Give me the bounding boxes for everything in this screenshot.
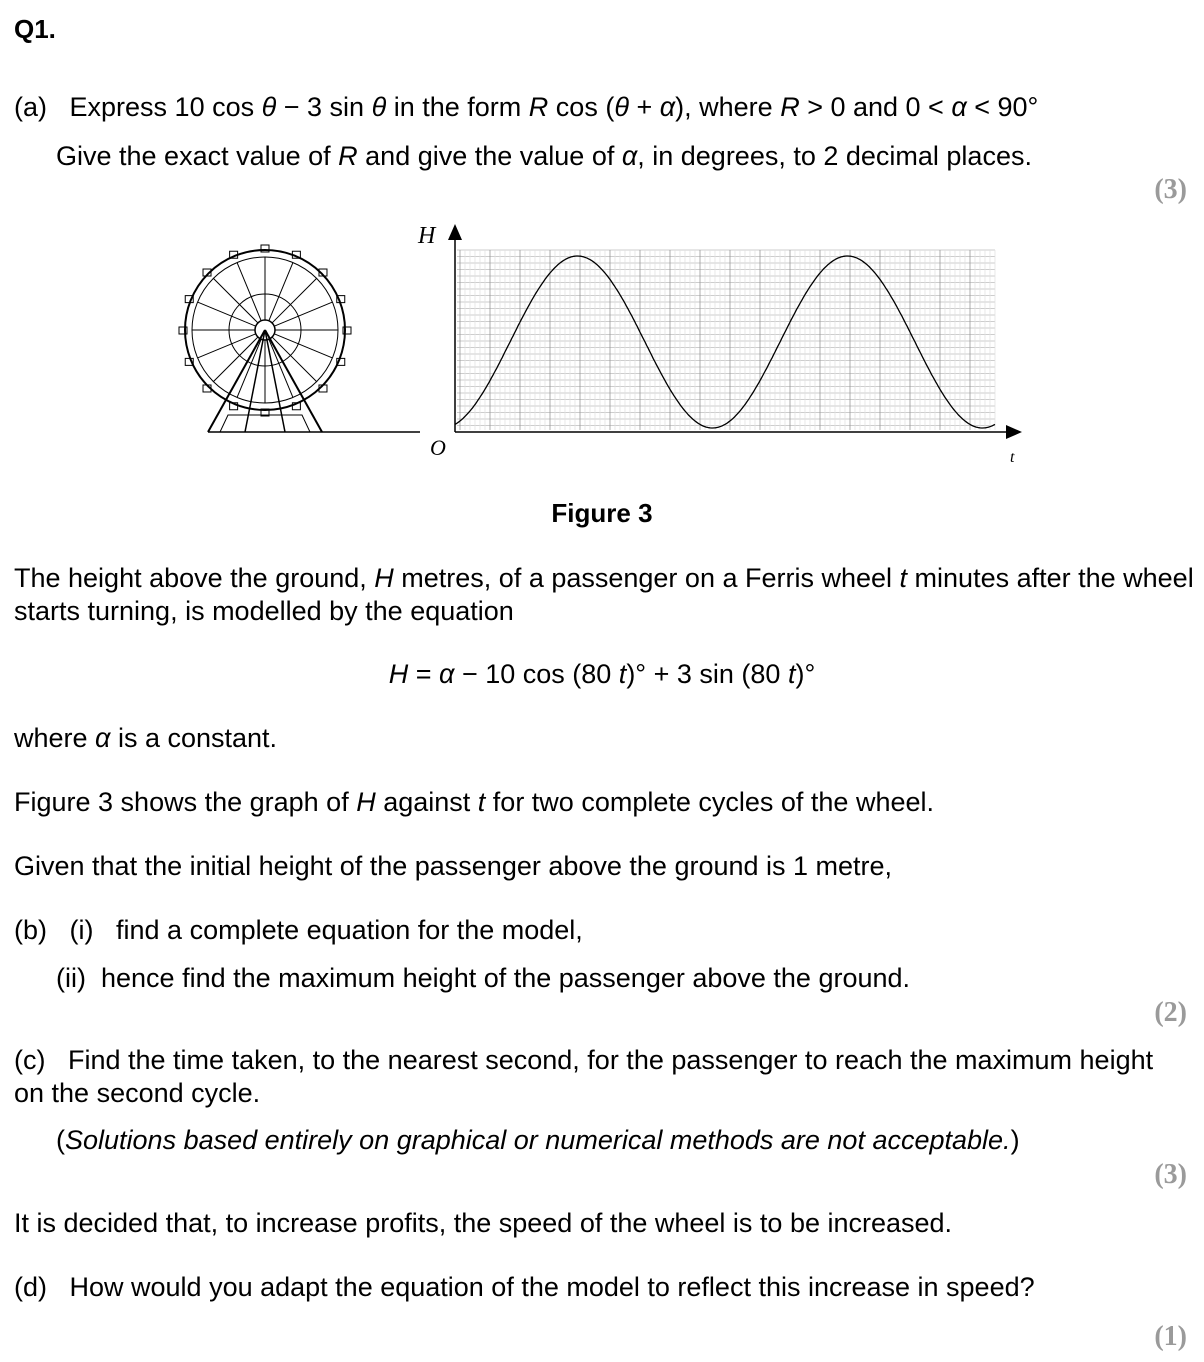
text: θ (371, 92, 387, 122)
part-a-marks: (3) (1154, 174, 1187, 205)
text: α (439, 659, 455, 689)
text: and give the value of (357, 141, 622, 171)
wheel-spoke (198, 302, 256, 326)
wheel-spoke (213, 337, 258, 382)
intro-paragraph (14, 562, 1194, 628)
ferris-wheel-illustration (179, 245, 420, 432)
text: H (374, 563, 394, 593)
x-axis-label: t (1010, 449, 1015, 466)
figure-description (14, 787, 934, 818)
text: H (356, 787, 376, 817)
text: metres, of a passenger on a Ferris wheel (393, 563, 900, 593)
wheel-spoke (272, 278, 317, 323)
text: , in degrees, to 2 decimal places. (637, 141, 1032, 171)
speed-line: It is decided that, to increase profits, the speed of the wheel is to be increased. (14, 1208, 953, 1238)
text: t (899, 563, 908, 593)
text: (i) (69, 915, 94, 945)
part-a-line2 (56, 141, 1032, 172)
wheel-spoke (198, 334, 256, 358)
text: t (618, 659, 627, 689)
wheel-spoke (237, 263, 261, 321)
text: Solutions based entirely on graphical or numerical methods are not acceptable. (65, 1125, 1011, 1155)
wheel-spoke (274, 334, 332, 358)
text: θ (261, 92, 277, 122)
text: Give the exact value of (56, 141, 339, 171)
text: Find the time taken, to the nearest second, for the passenger to reach the maximum height on the second cycle. (14, 1045, 1154, 1108)
text: Express 10 cos (69, 92, 262, 122)
part-d-label: (d) (14, 1272, 47, 1302)
part-a-label: (a) (14, 92, 47, 122)
wheel-spoke (213, 278, 258, 323)
text: t (787, 659, 796, 689)
text: = (408, 659, 440, 689)
part-d-text (14, 1272, 1035, 1303)
part-d-marks: (1) (1154, 1321, 1187, 1352)
where-line (14, 723, 277, 754)
text: t (477, 787, 486, 817)
text: R (338, 141, 358, 171)
text: for two complete cycles of the wheel. (485, 787, 935, 817)
text: find a complete equation for the model, (116, 915, 583, 945)
graph (417, 223, 1022, 466)
wheel-spoke (269, 263, 293, 321)
text: hence find the maximum height of the passenger above the ground. (101, 963, 911, 993)
text: ) (1010, 1125, 1020, 1155)
y-axis-arrow (448, 224, 462, 240)
model-equation (0, 659, 1204, 690)
text: ( (56, 1125, 65, 1155)
x-axis-arrow (1006, 425, 1022, 439)
figure-caption: Figure 3 (551, 498, 653, 528)
part-b-ii (56, 963, 910, 994)
text: Figure 3 shows the graph of (14, 787, 357, 817)
text: + (628, 92, 660, 122)
part-c-text (14, 1044, 1154, 1110)
part-b-marks: (2) (1154, 997, 1187, 1028)
text: How would you adapt the equation of the model to reflect this increase in speed? (69, 1272, 1035, 1302)
text: < 90° (966, 92, 1039, 122)
part-c-note (56, 1125, 1020, 1156)
part-b-i (14, 915, 583, 946)
text: in the form (386, 92, 529, 122)
part-c-label: (c) (14, 1045, 46, 1075)
text: )° (795, 659, 816, 689)
text: θ (614, 92, 629, 122)
text: R (780, 92, 800, 122)
part-c-marks: (3) (1154, 1159, 1187, 1190)
origin-label: O (430, 435, 446, 460)
text: ), where (675, 92, 781, 122)
text: H (388, 659, 409, 689)
text: α (621, 141, 638, 171)
wheel-spoke (272, 337, 317, 382)
given-line: Given that the initial height of the passenger above the ground is 1 metre, (14, 851, 893, 881)
text: against (375, 787, 478, 817)
text: cos ( (548, 92, 615, 122)
y-axis-label: H (418, 223, 436, 249)
text: α (951, 92, 967, 122)
text: where (14, 723, 96, 753)
text: The height above the ground, (14, 563, 375, 593)
text: > 0 and 0 < (799, 92, 952, 122)
text: α (95, 723, 111, 753)
part-a-line1 (14, 92, 1038, 123)
text: is a constant. (110, 723, 278, 753)
text: − 10 cos (80 (454, 659, 619, 689)
text: minutes after the wheel starts turning, is modelled by the equation (14, 563, 1194, 626)
wheel-spoke (274, 302, 332, 326)
text: α (659, 92, 676, 122)
text: (ii) (56, 963, 86, 993)
text: R (528, 92, 549, 122)
part-b-label: (b) (14, 915, 47, 945)
figure-3 (170, 210, 1040, 470)
text: − 3 sin (276, 92, 372, 122)
question-number: Q1. (14, 14, 56, 44)
text: )° + 3 sin (80 (626, 659, 788, 689)
